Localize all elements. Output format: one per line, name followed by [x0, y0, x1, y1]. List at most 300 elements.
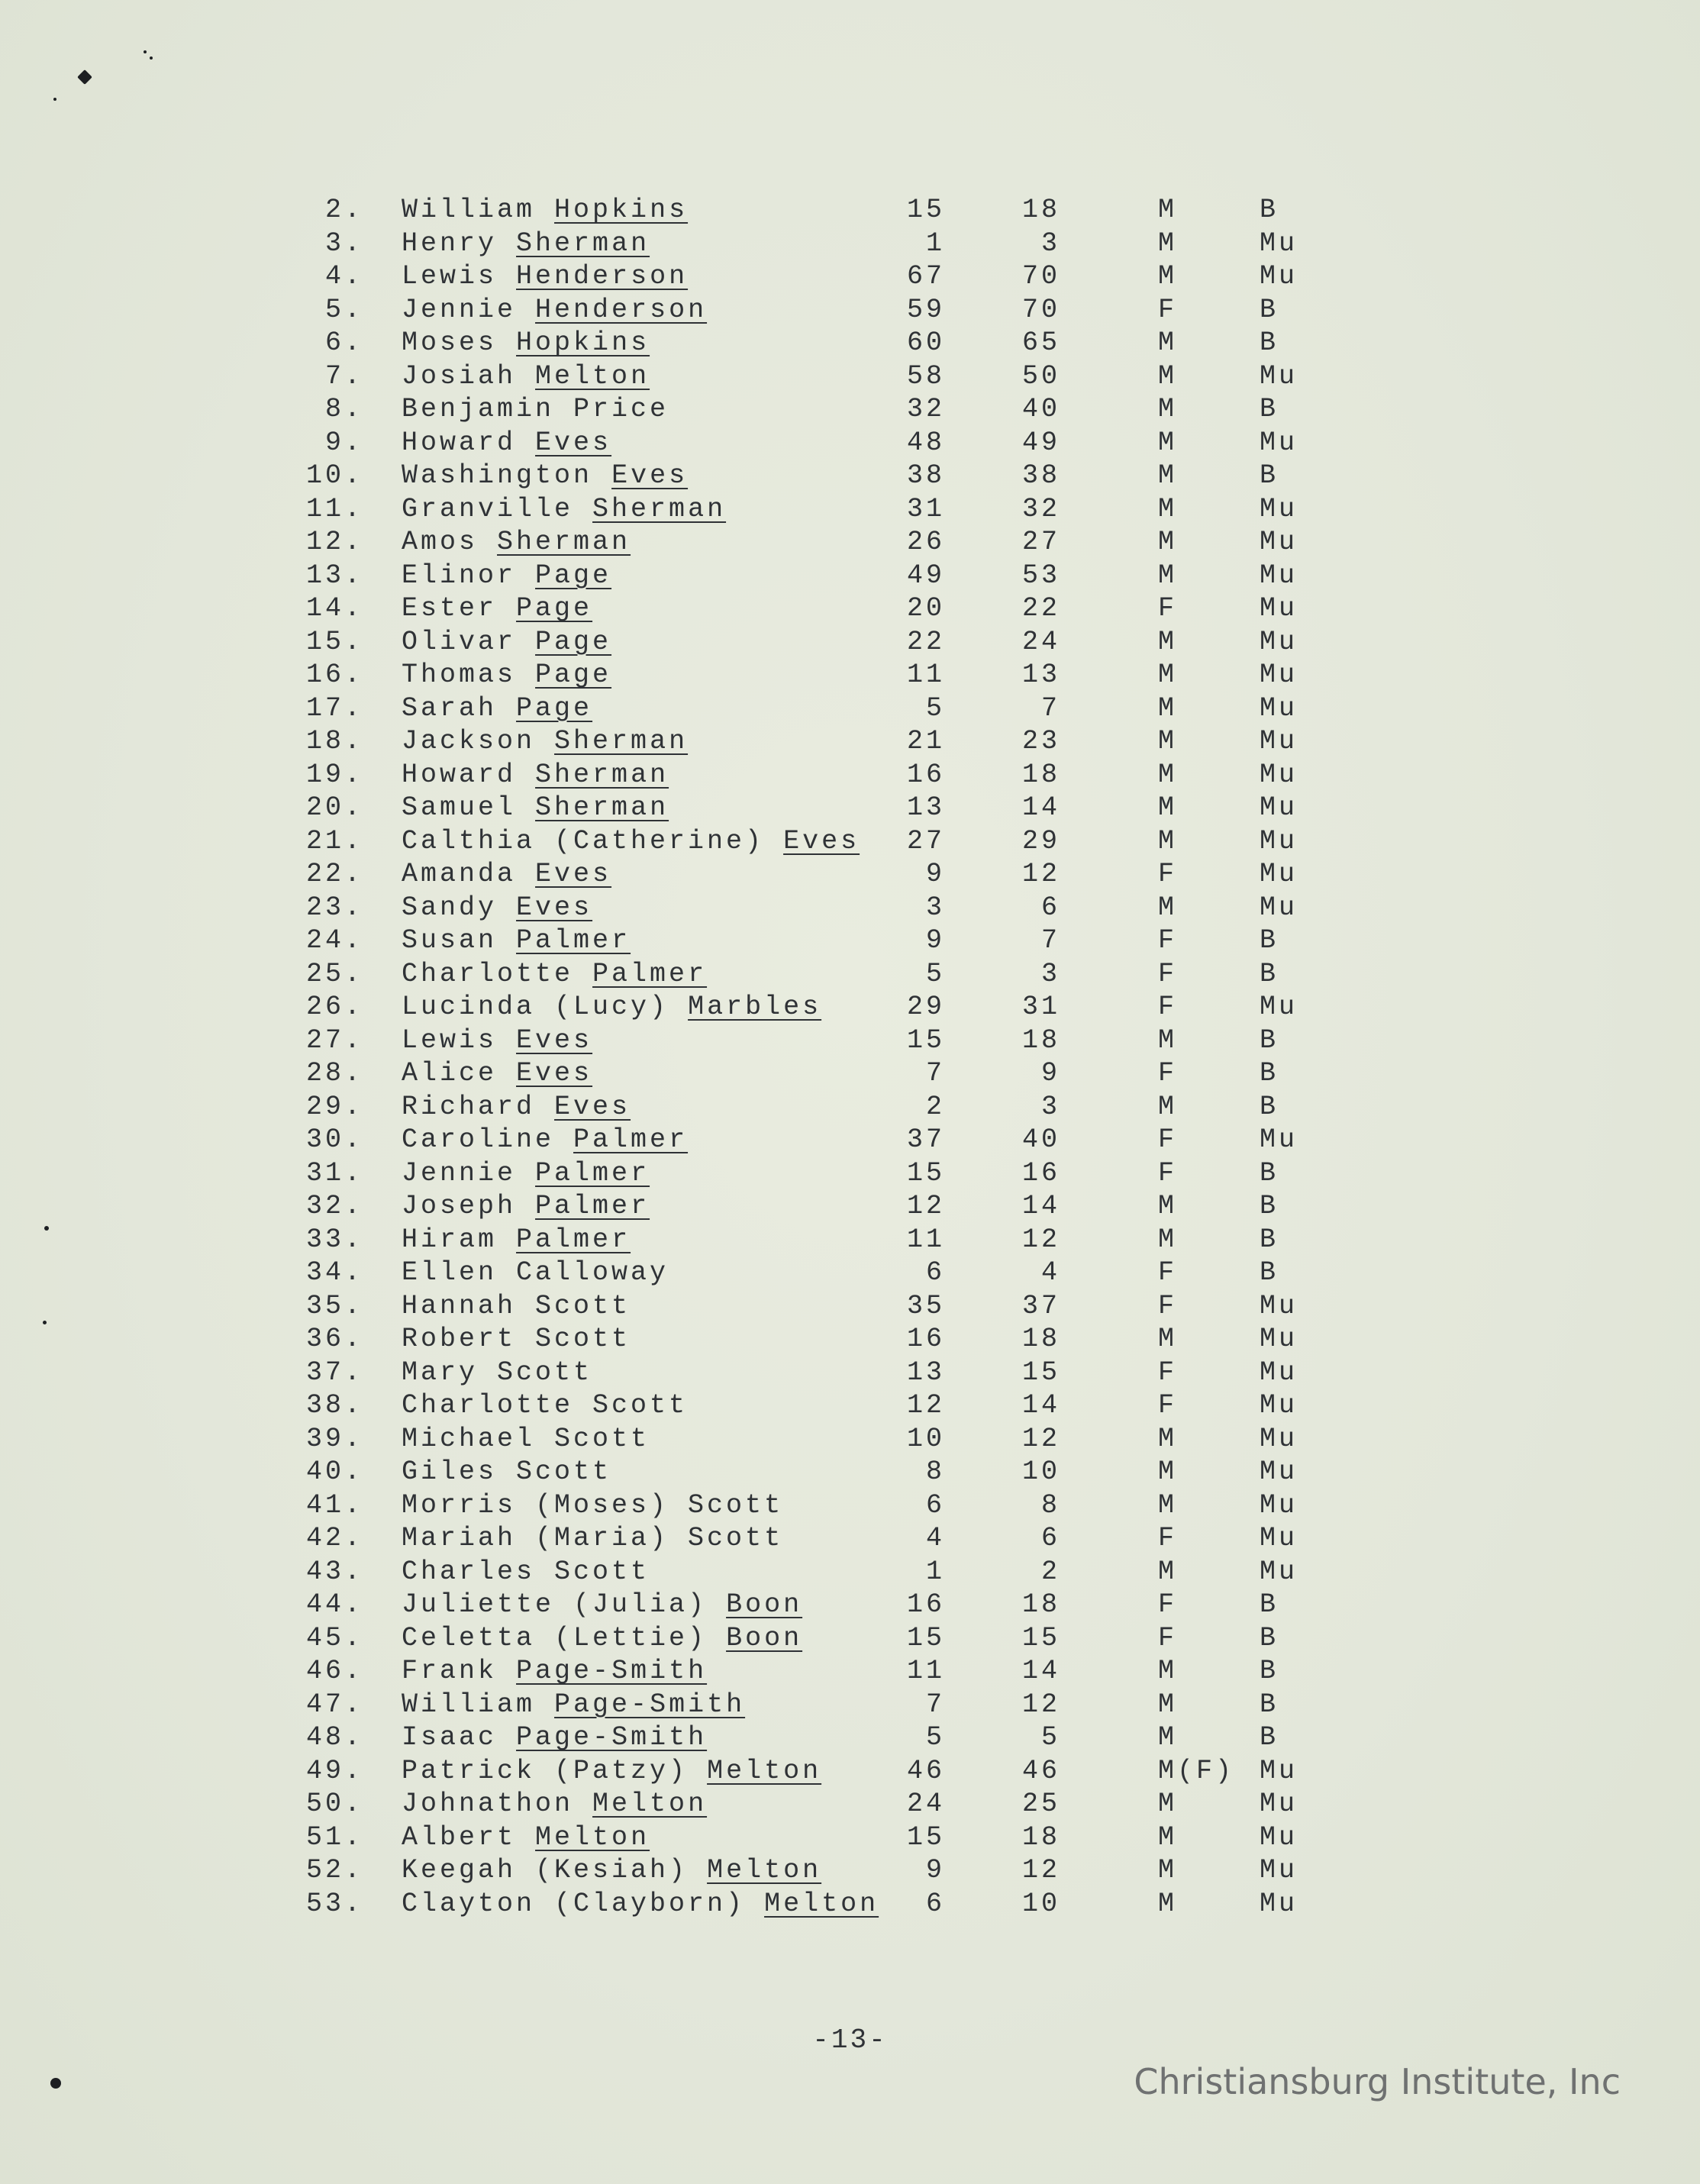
race-code: Mu — [1260, 1755, 1298, 1786]
given-name: Olivar — [402, 626, 517, 657]
entry-number: 21. — [305, 825, 363, 857]
given-name: Elinor — [402, 560, 517, 591]
age-first: 58 — [906, 360, 945, 392]
roster-row — [290, 825, 1328, 859]
race-code: B — [1260, 1091, 1279, 1122]
entry-number: 22. — [305, 859, 363, 889]
race-code: Mu — [1260, 992, 1298, 1022]
race-code: Mu — [1260, 1357, 1298, 1388]
age-second: 50 — [1021, 360, 1060, 392]
age-first: 5 — [925, 1722, 945, 1753]
sex-code: F — [1158, 1290, 1178, 1321]
surname: Palmer — [535, 1191, 650, 1221]
age-second: 18 — [1021, 195, 1060, 225]
age-second: 46 — [1021, 1755, 1060, 1786]
sex-code: M — [1158, 1656, 1178, 1686]
age-second: 14 — [1021, 1656, 1060, 1686]
race-code: Mu — [1260, 1457, 1298, 1487]
sex-code: M — [1158, 527, 1178, 557]
age-second: 15 — [1021, 1357, 1060, 1388]
given-name: Amanda — [402, 859, 517, 889]
age-first: 32 — [906, 394, 945, 424]
entry-number: 53. — [305, 1888, 363, 1919]
surname: Melton — [764, 1888, 879, 1919]
surname: Henderson — [535, 294, 708, 325]
sex-code: F — [1158, 1589, 1178, 1620]
entry-number: 25. — [305, 958, 363, 989]
person-name — [402, 692, 592, 726]
given-name: Juliette (Julia) — [402, 1589, 708, 1620]
race-code: Mu — [1260, 660, 1298, 690]
race-code: Mu — [1260, 759, 1298, 790]
surname: Eves — [516, 1024, 593, 1056]
race-code: Mu — [1260, 1489, 1298, 1521]
person-name — [402, 1755, 821, 1789]
entry-number: 8. — [324, 394, 363, 424]
surname: Page — [535, 626, 612, 657]
entry-number: 10. — [305, 460, 363, 491]
age-first: 22 — [906, 626, 945, 657]
age-first: 7 — [925, 1058, 945, 1089]
surname: Henderson — [516, 261, 689, 292]
given-name: Thomas — [402, 660, 517, 690]
given-name: William — [402, 1689, 536, 1720]
given-name: Jennie — [402, 294, 517, 325]
sex-code: M — [1158, 227, 1178, 259]
surname: Melton — [592, 1789, 708, 1819]
person-name — [402, 759, 669, 792]
sex-code: M — [1158, 1024, 1178, 1056]
age-first: 67 — [906, 261, 945, 292]
person-name — [402, 1721, 707, 1755]
entry-number: 30. — [305, 1124, 363, 1155]
surname: Sherman — [535, 792, 669, 823]
roster-row — [290, 1290, 1328, 1324]
given-name: Lewis — [402, 261, 498, 292]
given-name: William — [402, 195, 536, 225]
age-first: 10 — [906, 1423, 945, 1454]
sex-code: F — [1158, 593, 1178, 624]
race-code: Mu — [1260, 261, 1298, 292]
surname: Eves — [535, 427, 612, 458]
paper-speck — [150, 56, 153, 60]
age-second: 49 — [1021, 427, 1060, 458]
roster-row — [290, 1522, 1328, 1556]
given-name: Clayton (Clayborn) — [402, 1888, 746, 1919]
age-second: 7 — [1040, 692, 1060, 724]
surname: Sherman — [592, 493, 727, 524]
person-name — [402, 1556, 650, 1589]
sex-code: F — [1158, 1058, 1178, 1089]
race-code: Mu — [1260, 1423, 1298, 1454]
given-name: Joseph — [402, 1191, 517, 1221]
age-first: 15 — [906, 195, 945, 225]
age-second: 3 — [1040, 1091, 1060, 1122]
race-code: Mu — [1260, 427, 1298, 458]
roster-row — [290, 526, 1328, 560]
surname: Palmer — [516, 1224, 631, 1255]
entry-number: 49. — [305, 1755, 363, 1786]
entry-number: 4. — [324, 261, 363, 292]
page-number: -13- — [812, 2024, 888, 2056]
roster-row — [290, 924, 1328, 958]
person-name — [402, 1124, 688, 1157]
entry-number: 7. — [324, 360, 363, 392]
person-name — [402, 1854, 821, 1888]
entry-number: 2. — [324, 195, 363, 225]
given-name: Howard — [402, 759, 517, 790]
entry-number: 16. — [305, 660, 363, 690]
age-second: 65 — [1021, 327, 1060, 358]
sex-code: M — [1158, 261, 1178, 292]
roster-row — [290, 1157, 1328, 1191]
race-code: B — [1260, 1191, 1279, 1221]
age-second: 37 — [1021, 1290, 1060, 1321]
age-first: 11 — [906, 1224, 945, 1255]
age-first: 21 — [906, 726, 945, 756]
roster-row — [290, 1888, 1328, 1921]
race-code: B — [1260, 1589, 1279, 1620]
roster-row — [290, 493, 1328, 527]
person-name — [402, 1456, 611, 1489]
person-name — [402, 1157, 650, 1191]
race-code: B — [1260, 394, 1279, 424]
sex-code: M — [1158, 427, 1178, 458]
entry-number: 3. — [324, 227, 363, 259]
age-second: 5 — [1040, 1722, 1060, 1753]
age-second: 70 — [1021, 294, 1060, 325]
race-code: Mu — [1260, 227, 1298, 259]
age-first: 3 — [925, 892, 945, 923]
age-second: 6 — [1040, 1523, 1060, 1553]
race-code: Mu — [1260, 792, 1298, 823]
roster-row — [290, 592, 1328, 626]
surname: Melton — [707, 1755, 822, 1786]
entry-number: 38. — [305, 1390, 363, 1421]
given-name: Keegah (Kesiah) — [402, 1855, 689, 1886]
age-second: 8 — [1040, 1489, 1060, 1521]
age-second: 38 — [1021, 460, 1060, 491]
race-code: Mu — [1260, 859, 1298, 889]
given-name: Amos — [402, 527, 479, 557]
person-name — [402, 393, 669, 427]
race-code: Mu — [1260, 892, 1298, 923]
entry-number: 41. — [305, 1489, 363, 1521]
roster-row — [290, 1721, 1328, 1755]
sex-code: M — [1158, 792, 1178, 823]
age-second: 25 — [1021, 1789, 1060, 1819]
age-second: 40 — [1021, 394, 1060, 424]
entry-number: 17. — [305, 692, 363, 724]
entry-number: 47. — [305, 1689, 363, 1720]
age-second: 18 — [1021, 1024, 1060, 1056]
roster-row — [290, 1357, 1328, 1390]
roster-row — [290, 1024, 1328, 1058]
surname: Hopkins — [554, 195, 689, 225]
given-name: Richard — [402, 1091, 536, 1122]
sex-code: M — [1158, 1224, 1178, 1255]
race-code: Mu — [1260, 560, 1298, 591]
given-name: Mariah (Maria) Scott — [402, 1523, 784, 1553]
entry-number: 37. — [305, 1357, 363, 1388]
roster-row — [290, 1423, 1328, 1457]
age-first: 15 — [906, 1024, 945, 1056]
roster-row — [290, 792, 1328, 825]
person-name — [402, 892, 592, 925]
surname: Page-Smith — [516, 1722, 708, 1753]
entry-number: 51. — [305, 1821, 363, 1853]
person-name — [402, 1057, 592, 1091]
surname: Page — [535, 560, 612, 591]
roster-row — [290, 1821, 1328, 1855]
roster-row — [290, 659, 1328, 692]
entry-number: 27. — [305, 1024, 363, 1056]
surname: Eves — [783, 825, 860, 857]
age-second: 14 — [1021, 1390, 1060, 1421]
person-name — [402, 626, 611, 660]
entry-number: 14. — [305, 593, 363, 624]
entry-number: 28. — [305, 1058, 363, 1089]
given-name: Howard — [402, 427, 517, 458]
given-name: Johnathon — [402, 1789, 574, 1819]
surname: Melton — [707, 1855, 822, 1886]
surname: Page-Smith — [516, 1656, 708, 1686]
entry-number: 24. — [305, 925, 363, 956]
person-name — [402, 991, 821, 1024]
surname: Page — [516, 692, 593, 724]
entry-number: 52. — [305, 1855, 363, 1886]
given-name: Robert Scott — [402, 1324, 631, 1354]
age-first: 38 — [906, 460, 945, 491]
sex-code: F — [1158, 1523, 1178, 1553]
sex-code: M — [1158, 493, 1178, 524]
age-first: 16 — [906, 1324, 945, 1354]
paper-speck — [144, 50, 147, 53]
age-first: 8 — [925, 1457, 945, 1487]
given-name: Calthia (Catherine) — [402, 825, 765, 857]
age-first: 16 — [906, 759, 945, 790]
roster-row — [290, 1456, 1328, 1489]
sex-code: F — [1158, 1357, 1178, 1388]
age-first: 24 — [906, 1789, 945, 1819]
age-first: 1 — [925, 227, 945, 259]
person-name — [402, 1423, 650, 1457]
age-first: 13 — [906, 1357, 945, 1388]
age-second: 27 — [1021, 527, 1060, 557]
sex-code: M — [1158, 460, 1178, 491]
person-name — [402, 327, 650, 360]
sex-code: M — [1158, 195, 1178, 225]
age-second: 6 — [1040, 892, 1060, 923]
entry-number: 23. — [305, 892, 363, 923]
person-name — [402, 1522, 783, 1556]
surname: Sherman — [535, 759, 669, 790]
age-first: 6 — [925, 1489, 945, 1521]
age-first: 31 — [906, 493, 945, 524]
entry-number: 39. — [305, 1423, 363, 1454]
paper-speck — [50, 2078, 61, 2089]
entry-number: 32. — [305, 1191, 363, 1221]
roster-row — [290, 1689, 1328, 1722]
given-name: Moses — [402, 327, 498, 358]
watermark: Christiansburg Institute, Inc — [1134, 2061, 1621, 2102]
surname: Page — [516, 593, 593, 624]
given-name: Charlotte — [402, 958, 574, 989]
given-name: Michael Scott — [402, 1423, 650, 1454]
age-first: 60 — [906, 327, 945, 358]
age-first: 12 — [906, 1390, 945, 1421]
person-name — [402, 1689, 745, 1722]
person-name — [402, 1788, 707, 1821]
sex-code: M — [1158, 1091, 1178, 1122]
race-code: B — [1260, 1058, 1279, 1089]
roster-row — [290, 1755, 1328, 1789]
roster-row — [290, 460, 1328, 493]
roster-row — [290, 1788, 1328, 1821]
person-name — [402, 659, 611, 692]
given-name: Albert — [402, 1821, 517, 1853]
entry-number: 33. — [305, 1224, 363, 1255]
age-first: 9 — [925, 1855, 945, 1886]
person-name — [402, 493, 726, 527]
sex-code: M — [1158, 759, 1178, 790]
roster-row — [290, 1854, 1328, 1888]
roster-row — [290, 1622, 1328, 1656]
person-name — [402, 1888, 879, 1921]
race-code: B — [1260, 1622, 1279, 1653]
person-name — [402, 460, 688, 493]
age-first: 46 — [906, 1755, 945, 1786]
surname: Eves — [535, 859, 612, 889]
entry-number: 42. — [305, 1523, 363, 1553]
race-code: B — [1260, 1024, 1279, 1056]
race-code: Mu — [1260, 527, 1298, 557]
given-name: Morris (Moses) Scott — [402, 1489, 784, 1521]
age-second: 9 — [1040, 1058, 1060, 1089]
person-name — [402, 825, 860, 859]
roster-row — [290, 725, 1328, 759]
given-name: Giles Scott — [402, 1457, 612, 1487]
sex-code: M — [1158, 1423, 1178, 1454]
paper-speck — [53, 98, 56, 101]
given-name: Alice — [402, 1058, 498, 1089]
roster-row — [290, 1323, 1328, 1357]
sex-code: F — [1158, 1157, 1178, 1189]
race-code: Mu — [1260, 493, 1298, 524]
entry-number: 12. — [305, 527, 363, 557]
roster-row — [290, 1589, 1328, 1622]
age-first: 12 — [906, 1191, 945, 1221]
entry-number: 40. — [305, 1457, 363, 1487]
given-name: Josiah — [402, 360, 517, 392]
given-name: Henry — [402, 227, 498, 259]
race-code: Mu — [1260, 1523, 1298, 1553]
given-name: Isaac — [402, 1722, 498, 1753]
entry-number: 13. — [305, 560, 363, 591]
given-name: Ester — [402, 593, 498, 624]
surname: Palmer — [592, 958, 708, 989]
race-code: B — [1260, 1224, 1279, 1255]
roster-row — [290, 327, 1328, 360]
roster-row — [290, 1556, 1328, 1589]
sex-code: M — [1158, 692, 1178, 724]
person-name — [402, 1323, 631, 1357]
age-first: 4 — [925, 1523, 945, 1553]
roster-row — [290, 626, 1328, 660]
race-code: Mu — [1260, 1556, 1298, 1587]
age-first: 6 — [925, 1257, 945, 1288]
person-name — [402, 1489, 783, 1523]
entry-number: 31. — [305, 1157, 363, 1189]
roster-row — [290, 360, 1328, 394]
race-code: Mu — [1260, 1855, 1298, 1886]
entry-number: 50. — [305, 1789, 363, 1819]
person-name — [402, 526, 631, 560]
race-code: B — [1260, 1257, 1279, 1288]
sex-code: M — [1158, 892, 1178, 923]
sex-code: M — [1158, 626, 1178, 657]
surname: Marbles — [688, 992, 822, 1022]
given-name: Jennie — [402, 1157, 517, 1189]
entry-number: 45. — [305, 1622, 363, 1653]
age-first: 59 — [906, 294, 945, 325]
race-code: Mu — [1260, 1324, 1298, 1354]
race-code: B — [1260, 327, 1279, 358]
roster-row — [290, 1389, 1328, 1423]
roster-row — [290, 1057, 1328, 1091]
given-name: Charlotte Scott — [402, 1390, 689, 1421]
race-code: B — [1260, 294, 1279, 325]
entry-number: 43. — [305, 1556, 363, 1587]
surname: Sherman — [554, 726, 689, 756]
person-name — [402, 427, 611, 460]
given-name: Washington — [402, 460, 593, 491]
roster-row — [290, 858, 1328, 892]
surname: Melton — [535, 360, 650, 392]
person-name — [402, 1224, 631, 1257]
roster-row — [290, 1655, 1328, 1689]
surname: Boon — [726, 1622, 803, 1653]
roster-row — [290, 1124, 1328, 1157]
age-second: 3 — [1040, 958, 1060, 989]
sex-code: M — [1158, 1324, 1178, 1354]
person-name — [402, 1655, 707, 1689]
age-first: 5 — [925, 958, 945, 989]
age-first: 1 — [925, 1556, 945, 1587]
surname: Eves — [611, 460, 689, 491]
race-code: Mu — [1260, 692, 1298, 724]
age-first: 29 — [906, 992, 945, 1022]
sex-code: M — [1158, 1489, 1178, 1521]
surname: Page-Smith — [554, 1689, 746, 1720]
age-second: 31 — [1021, 992, 1060, 1022]
age-first: 11 — [906, 1656, 945, 1686]
person-name — [402, 360, 650, 394]
roster-row — [290, 194, 1328, 227]
roster-row — [290, 1224, 1328, 1257]
person-name — [402, 194, 688, 227]
paper-speck — [43, 1321, 47, 1324]
race-code: Mu — [1260, 1888, 1298, 1919]
given-name: Lucinda (Lucy) — [402, 992, 669, 1022]
person-name — [402, 958, 707, 992]
given-name: Frank — [402, 1656, 498, 1686]
race-code: Mu — [1260, 593, 1298, 624]
age-second: 53 — [1021, 560, 1060, 591]
person-name — [402, 1024, 592, 1058]
person-name — [402, 1622, 802, 1656]
age-second: 4 — [1040, 1257, 1060, 1288]
